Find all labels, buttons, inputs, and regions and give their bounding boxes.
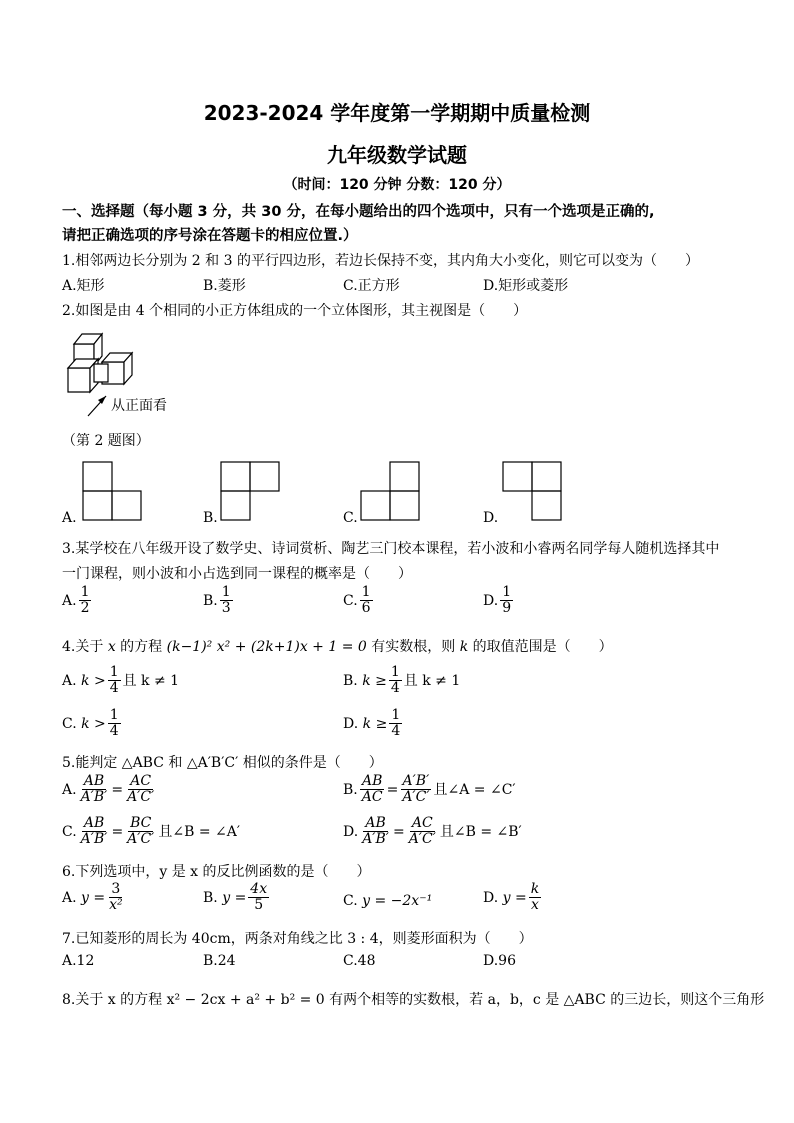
q4-option-a (62, 665, 179, 697)
q5-option-a: A. $\frac{AB}{A'B'}$ = $\frac{AC}{A'C'}$ (62, 773, 155, 806)
q6-b-num: 4x (250, 881, 268, 897)
q4-a-tail: 且 k ≠ 1 (122, 672, 180, 689)
q3-d-den: 9 (502, 600, 512, 617)
q6-a-den: x² (109, 897, 123, 914)
q1-option-d: D.矩形或菱形 (483, 278, 569, 294)
q6-b-pre: y = (222, 889, 247, 906)
q6-option-c (343, 893, 432, 909)
q4-a-rel: k > (81, 672, 106, 689)
q4-a-num: 1 (109, 664, 119, 680)
q5-c-f2n: BC (130, 815, 152, 831)
q6-option-a (62, 882, 127, 914)
q5-b-tail: 且∠A = ∠C′ (433, 781, 516, 798)
q3-stem: 3.某学校在八年级开设了数学史、诗词赏析、陶艺三门校本课程，若小波和小睿两名同学每人随机选择其中 (62, 541, 720, 557)
q4-b-den: 4 (390, 680, 400, 697)
q5-b-f1n: AB (361, 773, 383, 789)
q7-option-d: D.96 (483, 953, 516, 969)
q2-option-d: D. (483, 510, 499, 526)
q4-b-num: 1 (390, 664, 400, 680)
q1-stem: 1.相邻两边长分别为 2 和 3 的平行四边形，若边长保持不变，其内角大小变化，则它可以变为（ ） (62, 253, 699, 269)
q6-stem: 6.下列选项中，y 是 x 的反比例函数的是（ ） (62, 864, 371, 880)
q3-c-letter: C. (343, 592, 358, 609)
q3-b-den: 3 (221, 600, 231, 617)
q4-d-num: 1 (391, 707, 401, 723)
q4-option-d (343, 708, 404, 740)
exam-title: 2023-2024 学年度第一学期期中质量检测 (203, 101, 591, 125)
q5-b-f1d: AC (361, 789, 383, 806)
q6-a-num: 3 (111, 881, 121, 897)
q5-d-f1d: A′B′ (362, 831, 389, 848)
q7-option-b: B.24 (203, 953, 236, 969)
q4-c-den: 4 (109, 723, 119, 740)
q8-stem: 8.关于 x 的方程 x² − 2cx + a² + b² = 0 有两个相等的实数根，若 a，b，c 是 △ABC 的三边长，则这个三角形 (62, 992, 765, 1008)
q5-b-f2n: A′B′ (402, 773, 430, 789)
q4-equation: (k−1)² x² + (2k+1)x + 1 = 0 (166, 639, 367, 655)
q5-c-tail: 且∠B = ∠A′ (158, 823, 241, 840)
q6-c-expr: y = −2x⁻¹ (362, 893, 433, 909)
q2-view-label: 从正面看 (111, 398, 167, 414)
q6-a-letter: A. (62, 889, 77, 906)
q3-a-letter: A. (62, 592, 77, 609)
q5-c-letter: C. (62, 823, 77, 840)
q4-d-rel: k ≥ (362, 715, 388, 732)
q2-option-a: A. (62, 510, 77, 526)
q4-stem (62, 636, 613, 656)
q4-d-letter: D. (343, 715, 359, 732)
q3-d-num: 1 (502, 584, 512, 600)
q1-option-c: C.正方形 (343, 278, 400, 294)
q3-b-letter: B. (203, 592, 218, 609)
q7-option-c: C.48 (343, 953, 376, 969)
q5-option-b: B. $\frac{AB}{AC}$ = $\frac{A'B'}{A'C'}$ 且∠A = ∠C′ (343, 773, 516, 806)
q6-d-num: k (530, 881, 540, 897)
q2-figure-d (502, 460, 564, 522)
q3-a-num: 1 (80, 584, 90, 600)
section-heading: 一、选择题（每小题 3 分，共 30 分，在每小题给出的四个选项中，只有一个选项是正确的, (62, 204, 655, 220)
q6-d-den: x (531, 897, 539, 914)
q5-d-letter: D. (343, 823, 359, 840)
q5-option-c: C. $\frac{AB}{A'B'}$ = $\frac{BC}{A'C'}$ 且∠B = ∠A′ (62, 815, 241, 848)
q6-option-b (203, 882, 271, 914)
q1-option-a: A.矩形 (62, 278, 105, 294)
q4-d-den: 4 (391, 723, 401, 740)
q3-option-c (343, 585, 375, 617)
q5-c-f1d: A′B′ (80, 831, 108, 848)
exam-time-info: （时间：120 分钟 分数：120 分） (283, 177, 511, 193)
q3-a-den: 2 (80, 600, 90, 617)
q5-d-f2d: A′C′ (408, 831, 436, 848)
q4-c-rel: k > (81, 715, 106, 732)
q5-a-f1d: A′B′ (80, 789, 108, 806)
q3-c-num: 1 (361, 584, 371, 600)
q5-b-f2d: A′C′ (402, 789, 430, 806)
q4-option-b (343, 665, 460, 697)
q5-d-f1n: AB (365, 815, 386, 831)
q5-c-f1n: AB (83, 815, 105, 831)
section-heading-cont: 请把正确选项的序号涂在答题卡的相应位置.） (62, 228, 358, 244)
q5-a-f2n: AC (130, 773, 152, 789)
q6-a-pre: y = (81, 889, 106, 906)
q2-caption: （第 2 题图） (62, 433, 150, 449)
q3-d-letter: D. (483, 592, 499, 609)
q5-stem: 5.能判定 △ABC 和 △A′B′C′ 相似的条件是（ ） (62, 755, 383, 771)
q4-c-letter: C. (62, 715, 77, 732)
q6-b-den: 5 (254, 897, 264, 914)
q2-option-b: B. (203, 510, 218, 526)
q4-var-k: k (459, 639, 469, 655)
q6-d-pre: y = (502, 889, 527, 906)
q5-d-f2n: AC (411, 815, 433, 831)
q4-option-c (62, 708, 123, 740)
q5-a-letter: A. (62, 781, 77, 798)
q3-option-a (62, 585, 93, 617)
q6-d-letter: D. (483, 889, 499, 906)
q1-option-b: B.菱形 (203, 278, 246, 294)
q4-b-letter: B. (343, 672, 358, 689)
q4-a-den: 4 (109, 680, 119, 697)
q2-option-c: C. (343, 510, 358, 526)
q6-b-letter: B. (203, 889, 218, 906)
q3-option-d (483, 585, 515, 617)
q7-option-a: A.12 (62, 953, 95, 969)
q4-c-num: 1 (109, 707, 119, 723)
q6-option-d (483, 882, 543, 914)
q2-figure-a (82, 460, 144, 522)
q4-stem-mid: 的方程 (115, 639, 167, 655)
q5-d-tail: 且∠B = ∠B′ (439, 823, 522, 840)
q3-option-b (203, 585, 235, 617)
q4-stem-pre: 4.关于 (62, 639, 108, 655)
q2-figure-c (360, 460, 422, 522)
q5-b-letter: B. (343, 781, 358, 798)
q5-a-f2d: A′C′ (127, 789, 155, 806)
q5-option-d: D. $\frac{AB}{A'B'}$ = $\frac{AC}{A'C'}$ 且∠B = ∠B′ (343, 815, 522, 848)
q3-c-den: 6 (361, 600, 371, 617)
q6-c-letter: C. (343, 893, 358, 909)
q3-stem-cont: 一门课程，则小波和小占选到同一课程的概率是（ ） (62, 566, 412, 582)
q2-figure-b (220, 460, 282, 522)
exam-subtitle: 九年级数学试题 (327, 143, 467, 167)
q5-a-f1n: AB (83, 773, 105, 789)
q3-b-num: 1 (221, 584, 231, 600)
q5-c-f2d: A′C′ (127, 831, 155, 848)
q2-stem: 2.如图是由 4 个相同的小正方体组成的一个立体图形，其主视图是（ ） (62, 303, 528, 319)
q4-stem-end: 的取值范围是（ ） (468, 639, 613, 655)
q4-b-tail: 且 k ≠ 1 (403, 672, 461, 689)
q4-b-rel: k ≥ (362, 672, 387, 689)
q4-a-letter: A. (62, 672, 77, 689)
q4-stem-post: 有实数根，则 (366, 639, 460, 655)
q7-stem: 7.已知菱形的周长为 40cm，两条对角线之比 3 : 4，则菱形面积为（ ） (62, 931, 533, 947)
q4-var-x: x (107, 639, 116, 655)
